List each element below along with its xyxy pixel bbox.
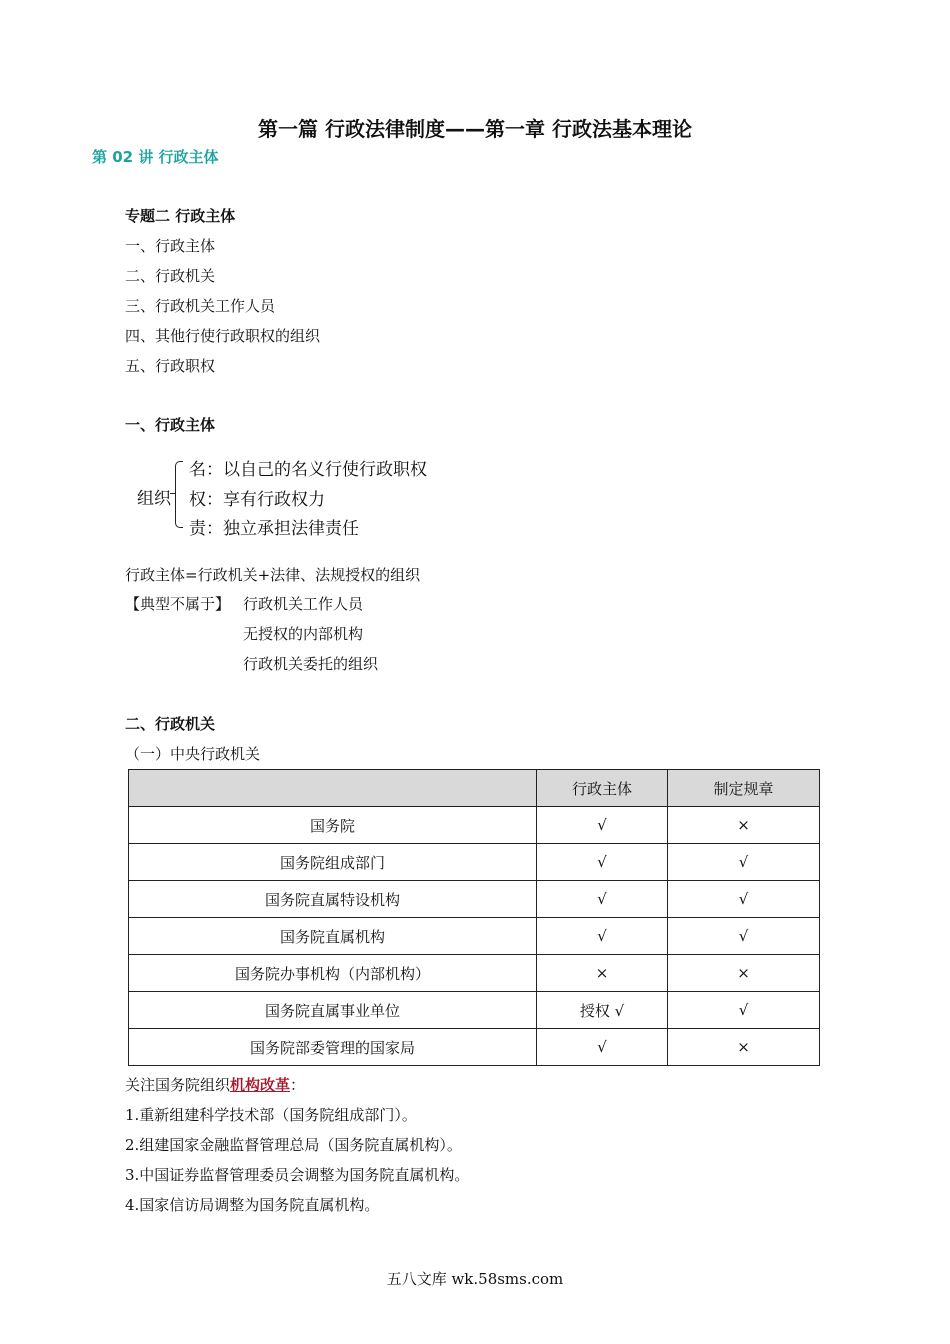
table-header-cell: 制定规章 [668,770,820,807]
reform-item: 3.中国证券监督管理委员会调整为国务院直属机构。 [125,1166,470,1184]
topic-item: 三、行政机关工作人员 [125,297,276,315]
reform-note [125,1075,305,1095]
table-row [129,955,820,992]
table-cell: 授权 √ [537,992,668,1029]
section2-subheading: （一）中央行政机关 [125,745,261,763]
reform-prefix: 关注国务院组织 [125,1076,231,1094]
diagram-root: 组织 [137,489,171,509]
lecture-heading: 第 02 讲 行政主体 [92,148,219,166]
table-cell: √ [668,918,820,955]
table-cell: √ [537,844,668,881]
reform-link[interactable]: 机构改革 [230,1076,291,1094]
topic-item: 五、行政职权 [125,357,216,375]
central-agencies-table [128,769,820,1066]
table-cell: 国务院办事机构（内部机构） [129,955,537,992]
table-row [129,881,820,918]
table-cell: √ [537,807,668,844]
table-cell: × [668,1029,820,1066]
exclusion-item: 无授权的内部机构 [243,625,364,643]
table-header-row [129,770,820,807]
topic-item: 四、其他行使行政职权的组织 [125,327,321,345]
topic-item: 二、行政机关 [125,267,216,285]
topic-heading: 专题二 行政主体 [125,207,236,225]
table-row [129,1029,820,1066]
reform-item: 2.组建国家金融监督管理总局（国务院直属机构）。 [125,1136,462,1154]
table-cell: 国务院直属事业单位 [129,992,537,1029]
exclusion-item: 行政机关工作人员 [243,595,364,613]
table-cell: √ [668,992,820,1029]
table-row [129,918,820,955]
table-cell: 国务院直属特设机构 [129,881,537,918]
table-row [129,844,820,881]
table-header-cell [129,770,537,807]
table-cell: × [668,807,820,844]
table-cell: √ [537,1029,668,1066]
section1-heading: 一、行政主体 [125,416,216,434]
reform-item: 1.重新组建科学技术部（国务院组成部门）。 [125,1106,417,1124]
table-cell: 国务院直属机构 [129,918,537,955]
table-cell: × [537,955,668,992]
table-header-cell: 行政主体 [537,770,668,807]
diagram-branch: 名：以自己的名义行使行政职权 [189,460,427,480]
reform-suffix: ： [290,1076,306,1094]
footer-watermark: 五八文库 wk.58sms.com [386,1270,564,1288]
table-cell: √ [537,918,668,955]
table-cell: × [668,955,820,992]
formula: 行政主体=行政机关+法律、法规授权的组织 [125,566,421,584]
table-cell: √ [537,881,668,918]
table-cell: √ [668,844,820,881]
table-cell: 国务院部委管理的国家局 [129,1029,537,1066]
section2-heading: 二、行政机关 [125,715,216,733]
page-title: 第一篇 行政法律制度——第一章 行政法基本理论 [258,117,692,141]
diagram-branch: 责：独立承担法律责任 [189,519,359,539]
exclusion-label: 【典型不属于】 [125,595,231,613]
reform-item: 4.国家信访局调整为国务院直属机构。 [125,1196,380,1214]
diagram-branch: 权：享有行政权力 [189,490,325,510]
table-cell: 国务院 [129,807,537,844]
table-row [129,807,820,844]
table-cell: √ [668,881,820,918]
table-cell: 国务院组成部门 [129,844,537,881]
brace [175,461,183,528]
topic-item: 一、行政主体 [125,237,216,255]
table-row [129,992,820,1029]
exclusion-item: 行政机关委托的组织 [243,655,379,673]
